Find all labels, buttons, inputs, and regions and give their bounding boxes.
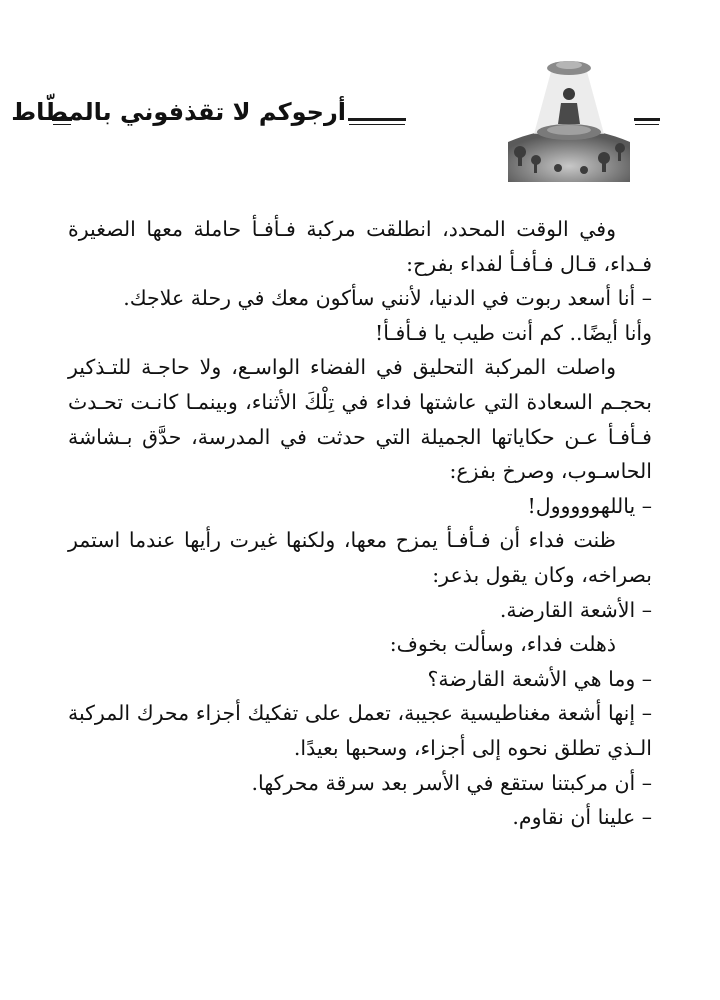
story-paragraph: وأنا أيضًا.. كم أنت طيب يا فـأفـأ! <box>375 320 652 345</box>
story-paragraph: وفي الوقت المحدد، انطلقت مركبة فـأفـأ حاملة معها الصغيرة فـداء، قـال فـأفـأ لفداء بفرح: <box>68 217 652 276</box>
story-paragraph: – وما هي الأشعة القارضة؟ <box>427 666 652 691</box>
story-paragraph: – إنها أشعة مغناطيسية عجيبة، تعمل على تفكيك أجزاء محرك المركبة الـذي تطلق نحوه إلى أجزاء، وسحبها بعيدًا. <box>68 701 652 760</box>
ufo-girl-illustration-icon <box>508 60 630 182</box>
story-paragraph: – علينا أن نقاوم. <box>512 805 652 830</box>
story-paragraph: – أن مركبتنا ستقع في الأسر بعد سرقة محركها. <box>251 770 652 795</box>
story-body <box>68 212 652 835</box>
decorative-rule-middle <box>348 118 406 121</box>
story-paragraph: ذهلت فداء، وسألت بخوف: <box>389 632 616 657</box>
story-paragraph: ظنت فداء أن فـأفـأ يمزح معها، ولكنها غيرت رأيها عندما استمر بصراخه، وكان يقول بذعر: <box>68 528 652 587</box>
chapter-header <box>11 60 664 185</box>
story-paragraph: – الأشعة القارضة. <box>499 597 652 622</box>
decorative-rule-right <box>634 118 660 121</box>
story-paragraph: – ياللهووووول! <box>527 493 652 518</box>
chapter-title: أرجوكم لا تقذفوني بالمطّاط <box>11 98 346 126</box>
story-paragraph: واصلت المركبة التحليق في الفضاء الواسـع، ولا حاجـة للتـذكير بحجـم السعادة التي عاشتها فداء في تِلْكَ الأثناء، وبينمـا كانـت تحـدث فـأفـأ عـن حكاياتها الجميلة التي حدثت في المدرسة، حدَّق بـشاشة الحاسـوب، وصرخ بفزع: <box>68 355 652 484</box>
story-paragraph: – أنا أسعد ربوت في الدنيا، لأنني سأكون معك في رحلة علاجك. <box>123 286 652 311</box>
